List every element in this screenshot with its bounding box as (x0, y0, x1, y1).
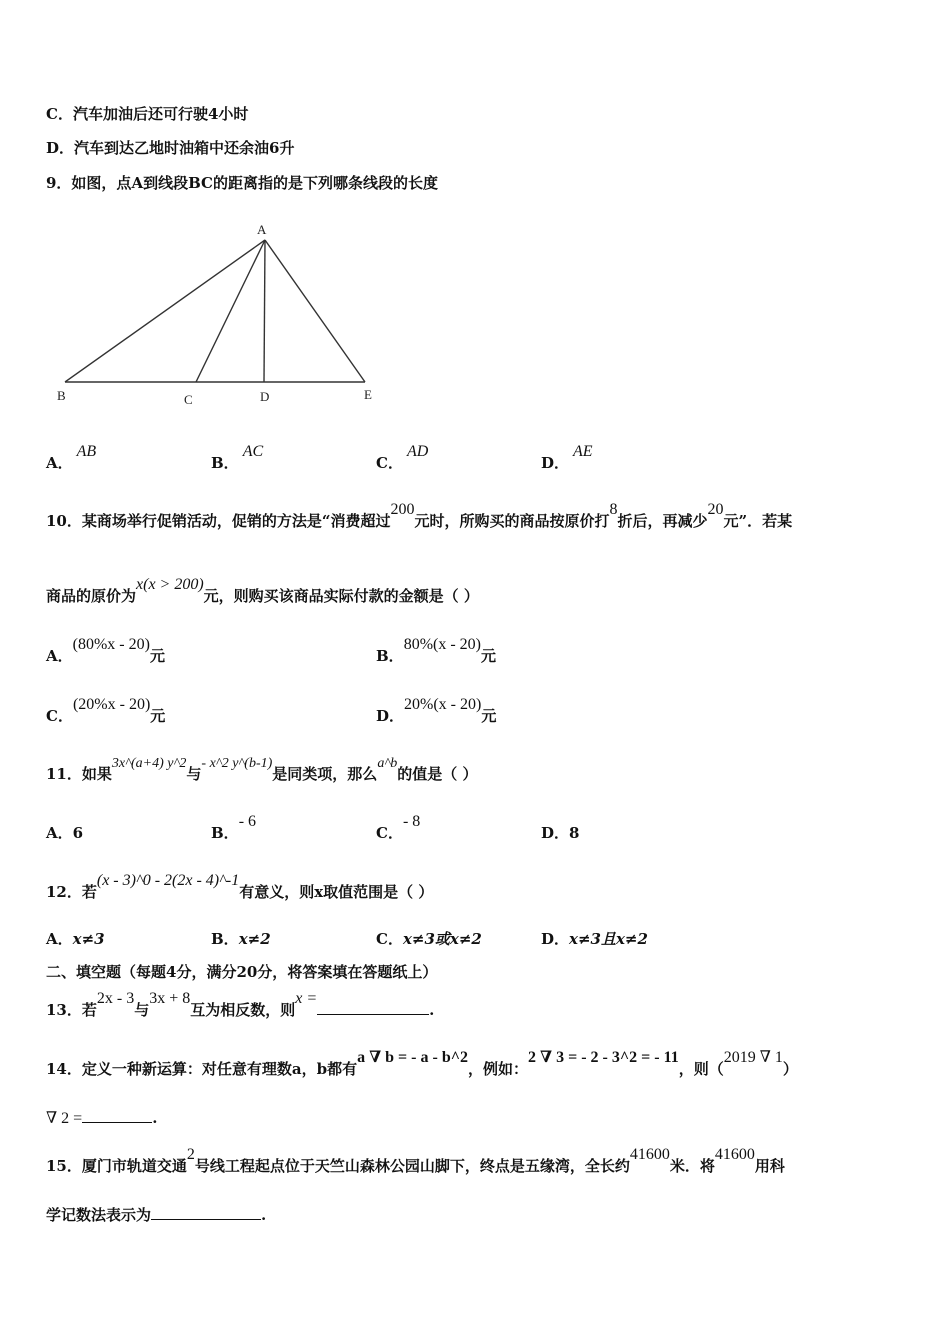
q11-option-c: C．- 8 (376, 813, 421, 842)
point-e-label: E (364, 387, 372, 402)
q11-option-d: D．8 (541, 824, 580, 842)
q10-stem-line2: 商品的原价为x(x > 200)元，则购买该商品实际付款的金额是（ ） (46, 576, 479, 605)
q10-stem-line1: 10．某商场举行促销活动，促销的方法是“消费超过200元时，所购买的商品按原价打8折后，再减少20元”．若某 (46, 501, 793, 530)
q8-option-d: D．汽车到达乙地时油箱中还余油6升 (46, 139, 295, 157)
section-title-fill-blank: 二、填空题（每题4分，满分20分，将答案填在答题纸上） (46, 963, 438, 981)
q12-option-b: B．x≠2 (211, 930, 271, 948)
segment-ab (65, 240, 265, 382)
q11-option-b: B．- 6 (211, 813, 257, 842)
q13-answer-blank[interactable] (317, 1000, 429, 1015)
q11-option-a: A．6 (46, 824, 84, 842)
q8-option-c: C．汽车加油后还可行驶4小时 (46, 105, 249, 123)
q13-stem: 13．若2x - 3与3x + 8互为相反数，则x =. (46, 990, 435, 1019)
point-a-label: A (257, 222, 267, 237)
q12-stem: 12．若(x - 3)^0 - 2(2x - 4)^-1有意义，则x取值范围是（ ） (46, 872, 434, 901)
q14-stem-line1: 14．定义一种新运算：对任意有理数a，b都有a ∇ b = - a - b^2，例如：2 ∇ 3 = - 2 - 3^2 = - 11，则（2019 ∇ 1） (46, 1049, 798, 1078)
q9-stem: 9．如图，点A到线段BC的距离指的是下列哪条线段的长度 (46, 174, 438, 192)
segment-ac (196, 240, 265, 382)
point-b-label: B (57, 388, 66, 403)
q15-stem-line2: 学记数法表示为 . (46, 1206, 267, 1224)
triangle-figure (50, 220, 390, 415)
q14-answer-blank[interactable] (82, 1108, 152, 1123)
q10-option-c: C．(20%x - 20)元 (46, 696, 166, 725)
q12-option-c: C．x≠3或x≠2 (376, 930, 482, 948)
q12-option-d: D．x≠3且x≠2 (541, 930, 648, 948)
point-d-label: D (260, 389, 270, 404)
q11-stem: 11．如果3x^(a+4) y^2与- x^2 y^(b-1)是同类项，那么a^b的值是（ ） (46, 756, 478, 783)
q12-option-a: A．x≠3 (46, 930, 105, 948)
q15-stem-line1: 15．厦门市轨道交通2号线工程起点位于天竺山森林公园山脚下，终点是五缘湾，全长约41600米．将41600用科 (46, 1146, 785, 1175)
q10-option-d: D．20%(x - 20)元 (376, 696, 497, 725)
segment-ae (265, 240, 365, 382)
q9-option-d: D．AE (541, 443, 593, 472)
q14-stem-line2: ∇ 2 = . (46, 1109, 158, 1127)
q9-option-c: C．AD (376, 443, 429, 472)
q15-answer-blank[interactable] (151, 1205, 261, 1220)
q9-option-b: B．AC (211, 443, 264, 472)
point-c-label: C (184, 392, 193, 407)
q10-option-b: B．80%(x - 20)元 (376, 636, 497, 665)
segment-ad (264, 240, 265, 382)
q9-option-a: A．AB (46, 443, 97, 472)
q10-option-a: A．(80%x - 20)元 (46, 636, 165, 665)
